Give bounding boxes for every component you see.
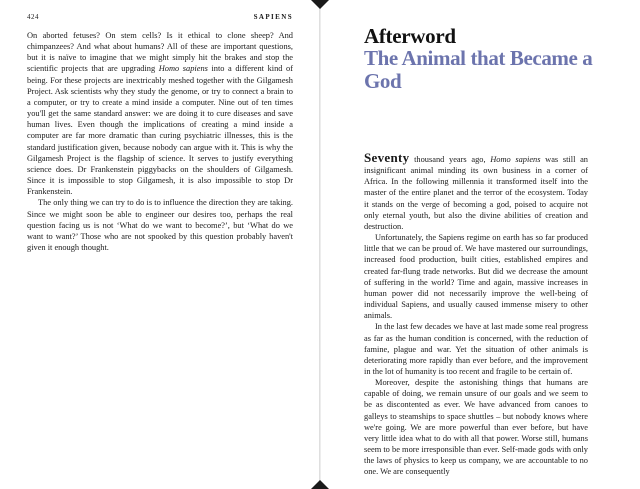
gutter-bottom-marker xyxy=(311,480,329,489)
paragraph xyxy=(27,30,293,197)
text-run: into a different kind of being. For these projects are inextricably meshed together with the Gilgamesh Project. Ask scientists why they study the genome, or try to connect a brain to a computer, or try to create a mind inside a computer. Nine out of ten times you'll get the same standard answer: we are doing it to cure diseases and save human lives. Even though the implications of creating a mind inside a computer are far more dramatic than curing psychiatric illnesses, this is the standard justification given, because nobody can argue with it. This is why the Gilgamesh Project is the flagship of science. It serves to justify everything science does. Dr Frankenstein piggybacks on the shoulders of Gilgamesh. Since it is impossible to stop Gilgamesh, it is also impossible to stop Dr Frankenstein. xyxy=(27,64,293,197)
paragraph xyxy=(364,377,588,477)
running-title: SAPIENS xyxy=(253,13,293,21)
text-run: On aborted fetuses? On stem cells? Is it ethical to clone sheep? And chimpanzees? And what about humans? All of these are important questions, but it is naïve to imagine that we might simply hit the brakes and stop the scientific projects that are upgrading xyxy=(27,31,293,74)
page-number: 424 xyxy=(27,13,39,21)
text-run: In the last few decades we have at last made some real progress as far as the human condition is concerned, with the reduction of famine, plague and war. Yet the situation of other animals is deteriorating more rapidly than ever before, and the improvement in the lot of humanity is too recent and fragile to be certain of. xyxy=(364,322,589,376)
left-page-body xyxy=(27,30,293,253)
text-run: was still an insignificant animal minding its own business in a corner of Africa. In the following millennia it transformed itself into the master of the entire planet and the terror of the ecosystem. Today it stands on the verge of becoming a god, poised to acquire not only eternal youth, but also the divine abilities of creation and destruction. xyxy=(364,155,588,231)
text-run: Unfortunately, the Sapiens regime on earth has so far produced little that we can be proud of. We have mastered our surroundings, increased food production, built cities, established empires and created far-flung trade networks. But did we decrease the amount of suffering in the world? Time and again, massive increases in human power did not necessarily improve the well-being of individual Sapiens, and usually caused immense misery to other animals. xyxy=(364,233,588,321)
text-run: Moreover, despite the astonishing things that humans are capable of doing, we remain unsure of our goals and we seem to be as discontented as ever. We have advanced from canoes to galleys to steamships to space shuttles – but nobody knows where we're going. We are more powerful than ever before, but have very little idea what to do with all that power. Worse still, humans seem to be more irresponsible than ever. Self-made gods with only the laws of physics to keep us company, we are accountable to no one. We are consequently xyxy=(364,378,588,477)
paragraph xyxy=(364,152,588,232)
italic-text: Homo sapiens xyxy=(490,155,541,164)
paragraph xyxy=(364,232,588,321)
right-page-body xyxy=(364,152,588,478)
gutter xyxy=(319,0,321,489)
paragraph xyxy=(27,197,293,253)
italic-text: Homo sapiens xyxy=(158,64,208,74)
dropcap: Seventy xyxy=(364,150,410,165)
text-run: The only thing we can try to do is to influence the direction they are taking. Since we might soon be able to engineer our desires too, perhaps the real question facing us is not ‘What do we want to become?’, but ‘What do we want to want?’ Those who are not spooked by this question probably haven't given it enough thought. xyxy=(27,198,293,252)
paragraph xyxy=(364,321,588,377)
chapter-title: The Animal that Became a God xyxy=(364,46,593,93)
text-run: thousand years ago, xyxy=(409,155,491,164)
gutter-top-marker xyxy=(311,0,329,9)
running-head xyxy=(27,13,293,21)
chapter-label: Afterword xyxy=(364,24,456,48)
